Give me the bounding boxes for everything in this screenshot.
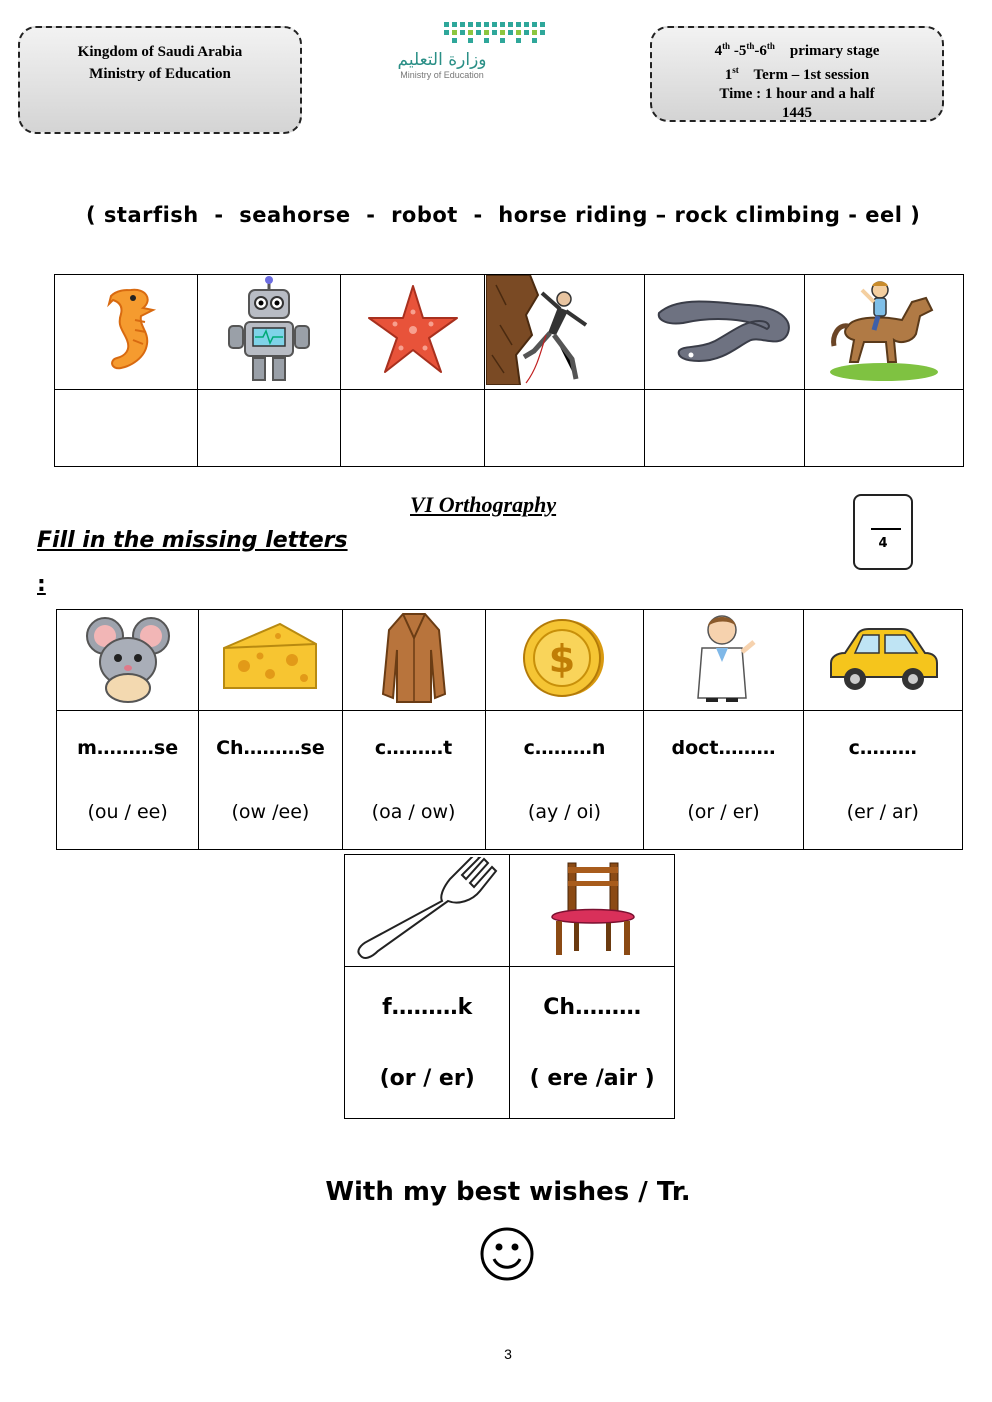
answer-cell-3[interactable] bbox=[341, 390, 484, 467]
chair-picture-cell bbox=[510, 855, 675, 967]
best-wishes-text: With my best wishes / Tr. bbox=[325, 1177, 691, 1207]
ortho-choice: (ay / oi) bbox=[527, 801, 602, 823]
ortho-choice: (ow /ee) bbox=[231, 801, 310, 823]
ministry-label: Ministry of Education bbox=[89, 66, 231, 82]
svg-text:$: $ bbox=[549, 637, 576, 681]
ortho-cell-2[interactable] bbox=[199, 711, 342, 850]
ortho-word: Ch……… bbox=[543, 994, 642, 1020]
ortho-choice: (er / ar) bbox=[846, 801, 919, 823]
car-icon bbox=[825, 623, 941, 693]
ortho-choice: (ou / ee) bbox=[87, 801, 168, 823]
horse-riding-icon bbox=[824, 276, 944, 384]
coat-icon bbox=[379, 610, 449, 706]
fork-picture-cell bbox=[345, 855, 510, 967]
term-label: 1st Term – 1st session bbox=[724, 65, 870, 83]
answer-cell-1[interactable] bbox=[55, 390, 198, 467]
seahorse-icon bbox=[91, 280, 161, 380]
ortho-cell-3[interactable] bbox=[342, 711, 485, 850]
time-label: Time : 1 hour and a half bbox=[719, 86, 875, 102]
answer-cell-4[interactable] bbox=[484, 390, 644, 467]
coin-picture-cell bbox=[485, 610, 644, 711]
country-label: Kingdom of Saudi Arabia bbox=[77, 44, 243, 60]
answer-cell-6[interactable] bbox=[804, 390, 963, 467]
coin-icon bbox=[522, 616, 606, 700]
rock-climbing-picture-cell bbox=[484, 275, 644, 390]
mouse-picture-cell bbox=[57, 610, 199, 711]
score-value: 4 bbox=[878, 536, 888, 551]
ortho-choice: (or / er) bbox=[379, 1065, 475, 1091]
ortho-word: c……… bbox=[848, 737, 917, 759]
starfish-icon bbox=[365, 282, 461, 378]
instruction-text: Fill in the missing letters bbox=[37, 528, 348, 553]
ortho-word: c………t bbox=[374, 737, 453, 759]
mouse-icon bbox=[83, 612, 173, 704]
logo-english-text: Ministry of Education bbox=[400, 70, 484, 80]
instruction-colon: : bbox=[37, 572, 46, 597]
ortho-word: Ch………se bbox=[216, 737, 325, 759]
ortho-cell-7[interactable] bbox=[345, 967, 510, 1119]
ministry-logo bbox=[386, 20, 550, 80]
fork-icon bbox=[354, 857, 500, 961]
smiley-face-icon bbox=[479, 1226, 535, 1282]
doctor-picture-cell bbox=[644, 610, 803, 711]
ortho-cell-4[interactable] bbox=[485, 711, 644, 850]
orthography-table-2 bbox=[344, 854, 675, 1119]
logo-arabic-text: وزارة التعليم bbox=[397, 50, 487, 70]
car-picture-cell bbox=[803, 610, 962, 711]
ortho-cell-8[interactable] bbox=[510, 967, 675, 1119]
year-label: 1445 bbox=[782, 105, 812, 121]
doctor-icon bbox=[688, 612, 760, 704]
ortho-cell-6[interactable] bbox=[803, 711, 962, 850]
orthography-table bbox=[56, 609, 963, 850]
ortho-choice: ( ere /air ) bbox=[529, 1065, 655, 1091]
ortho-cell-1[interactable] bbox=[57, 711, 199, 850]
eel-picture-cell bbox=[644, 275, 804, 390]
ortho-word: c………n bbox=[523, 737, 606, 759]
ortho-cell-5[interactable] bbox=[644, 711, 803, 850]
robot-picture-cell bbox=[197, 275, 340, 390]
starfish-picture-cell bbox=[341, 275, 484, 390]
dots-logo-icon bbox=[386, 20, 550, 50]
coat-picture-cell bbox=[342, 610, 485, 711]
robot-icon bbox=[219, 276, 319, 384]
cheese-icon bbox=[220, 618, 320, 698]
score-line bbox=[871, 528, 901, 530]
answer-cell-2[interactable] bbox=[197, 390, 340, 467]
matching-table bbox=[54, 274, 964, 467]
stage-label: 4th -5th-6th primary stage bbox=[714, 41, 880, 59]
cheese-picture-cell bbox=[199, 610, 342, 711]
word-bank: ( starfish - seahorse - robot - horse riding – rock climbing - eel ) bbox=[86, 203, 921, 227]
header-right-box bbox=[650, 26, 944, 122]
answer-cell-5[interactable] bbox=[644, 390, 804, 467]
ortho-choice: (oa / ow) bbox=[371, 801, 456, 823]
ortho-word: doct……… bbox=[671, 737, 776, 759]
ortho-word: m………se bbox=[77, 737, 179, 759]
score-box bbox=[853, 494, 913, 570]
rock-climbing-icon bbox=[486, 275, 643, 385]
chair-icon bbox=[544, 859, 640, 959]
ortho-choice: (or / er) bbox=[687, 801, 760, 823]
section-title: VI Orthography bbox=[410, 492, 557, 517]
seahorse-picture-cell bbox=[55, 275, 198, 390]
horse-riding-picture-cell bbox=[804, 275, 963, 390]
ortho-word: f………k bbox=[382, 994, 473, 1020]
header-left-box bbox=[18, 26, 302, 134]
page-number: 3 bbox=[504, 1346, 512, 1362]
eel-icon bbox=[649, 285, 799, 375]
